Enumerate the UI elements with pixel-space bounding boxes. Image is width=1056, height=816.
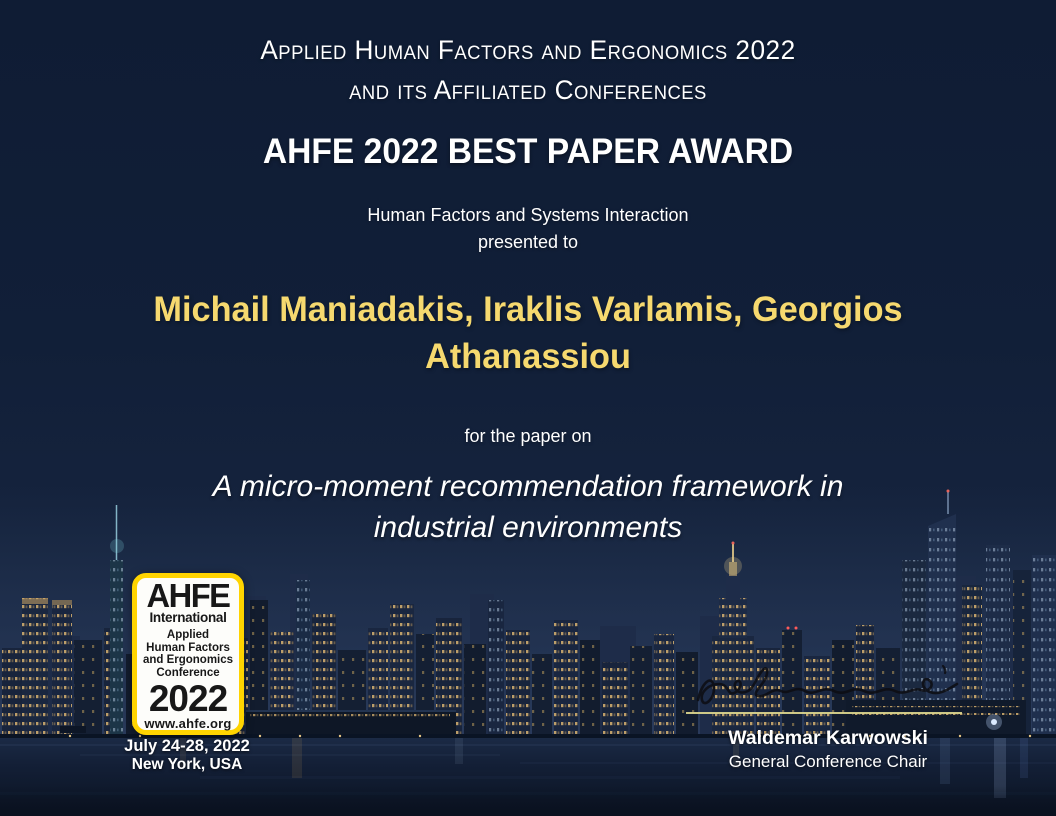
track-section — [0, 202, 1056, 256]
event-dates: July 24-28, 2022 — [124, 737, 250, 755]
logo-brand: AHFE — [146, 577, 230, 614]
recipient-names: Michail Maniadakis, Iraklis Varlamis, Georgios Athanassiou — [153, 290, 903, 376]
paper-title: A micro-moment recommendation framework in industrial environments — [212, 470, 844, 544]
logo-descriptor-line2: Human Factors — [146, 641, 230, 654]
event-location: New York, USA — [131, 756, 243, 773]
logo-descriptor-line3: and Ergonomics — [142, 654, 234, 666]
signer-name: Waldemar Karwowski — [728, 727, 928, 749]
signature-line — [686, 712, 962, 714]
conference-name-line2: and its Affiliated Conferences — [349, 75, 707, 105]
logo-year: 2022 — [148, 678, 228, 719]
signer-block — [708, 726, 948, 772]
logo-descriptor-line1: Applied — [166, 629, 210, 641]
presented-to-label: presented to — [477, 232, 579, 252]
ahfe-logo — [132, 573, 244, 735]
signer-role: General Conference Chair — [728, 752, 928, 771]
event-info — [87, 737, 287, 774]
award-title: AHFE 2022 BEST PAPER AWARD — [262, 132, 794, 171]
logo-website: www.ahfe.org — [144, 716, 232, 731]
conference-name-line1: Applied Human Factors and Ergonomics 2022 — [260, 35, 796, 65]
paper-lead-in: for the paper on — [464, 426, 592, 446]
logo-subtitle: International — [149, 610, 227, 625]
logo-descriptor — [137, 629, 239, 679]
conference-name — [16, 30, 1040, 110]
logo-descriptor-line4: Conference — [156, 666, 220, 679]
signature-scrawl — [692, 656, 960, 712]
track-name: Human Factors and Systems Interaction — [367, 205, 689, 225]
